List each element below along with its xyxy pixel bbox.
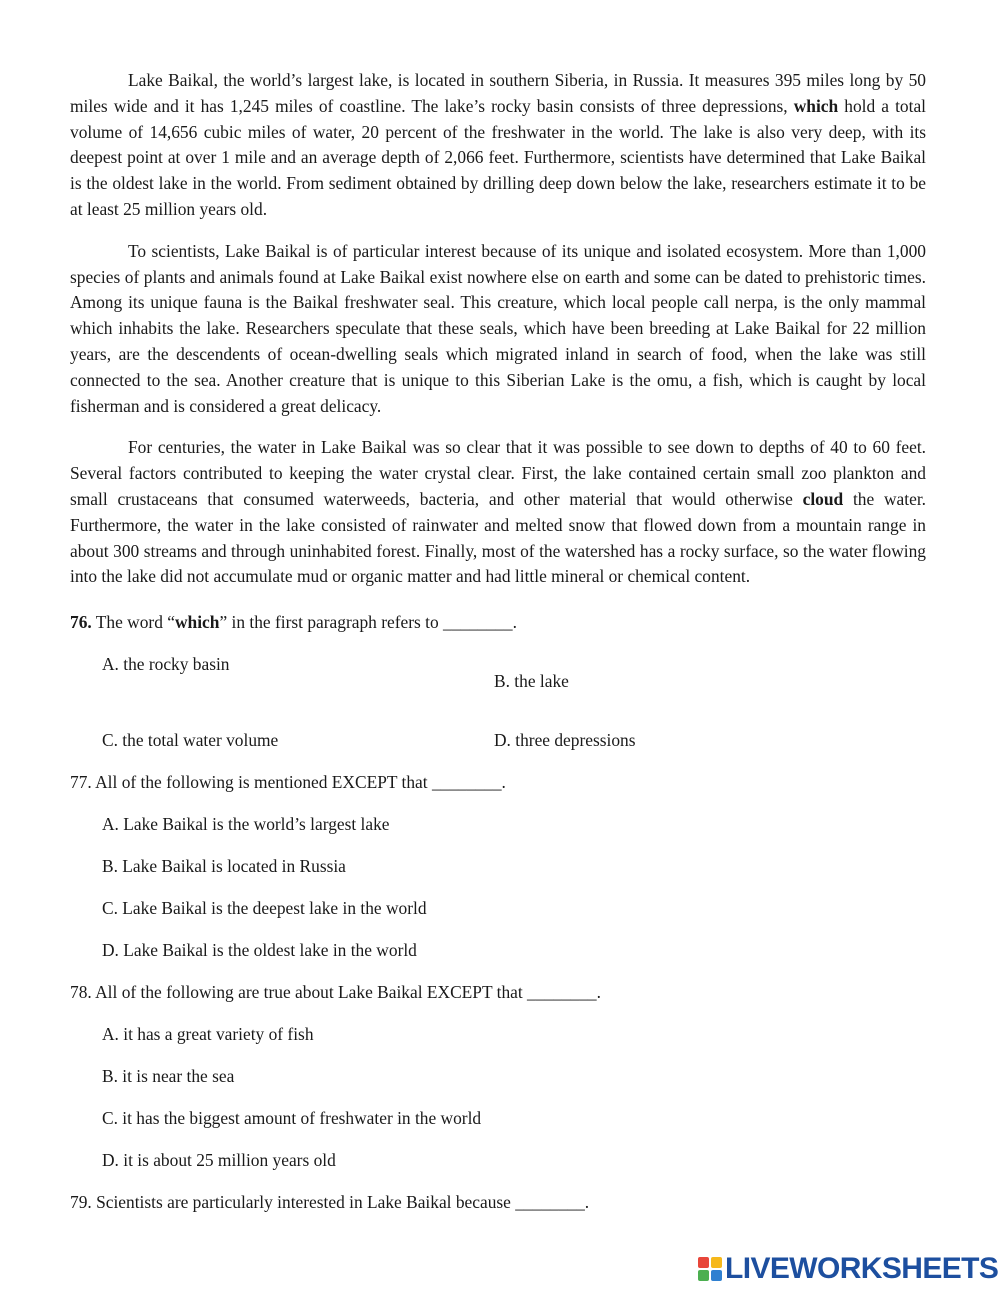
answer-options bbox=[70, 1022, 926, 1173]
liveworksheets-logo bbox=[698, 1254, 998, 1284]
option-a[interactable]: A. Lake Baikal is the world’s largest lake bbox=[102, 814, 390, 835]
option-c[interactable]: C. it has the biggest amount of freshwater in the world bbox=[102, 1108, 482, 1129]
question-stem: 79. Scientists are particularly interested in Lake Baikal because ________. bbox=[70, 1192, 590, 1213]
question-77 bbox=[70, 770, 926, 963]
question-79 bbox=[70, 1190, 926, 1215]
question-stem: 78. All of the following are true about Lake Baikal EXCEPT that ________. bbox=[70, 982, 601, 1003]
worksheet-page bbox=[70, 68, 926, 1215]
passage-paragraph-2: To scientists, Lake Baikal is of particular interest because of its unique and isolated ecosystem. More than 1,000 species of plants and animals found at Lake Baikal exist nowhere else on earth and some can be dated to prehistoric times. Among its unique fauna is the Baikal freshwater seal. This creature, which local people call nerpa, is the only mammal which inhabits the lake. Researchers speculate that these seals, which have been breeding at Lake Baikal for 22 million years, are the descendents of ocean-dwelling seals which migrated inland in search of food, when the lake was still connected to the sea. Another creature that is unique to this Siberian Lake is the omu, a fish, which is caught by local fisherman and is considered a great delicacy. bbox=[70, 240, 926, 416]
question-number: 76. bbox=[70, 612, 92, 633]
logo-block bbox=[711, 1257, 722, 1268]
option-b[interactable]: B. Lake Baikal is located in Russia bbox=[102, 856, 346, 877]
highlighted-word-which: which bbox=[793, 95, 839, 116]
option-d[interactable]: D. it is about 25 million years old bbox=[102, 1150, 336, 1171]
logo-block bbox=[698, 1257, 709, 1268]
option-c[interactable]: C. the total water volume bbox=[102, 730, 279, 751]
question-stem: 77. All of the following is mentioned EXCEPT that ________. bbox=[70, 772, 506, 793]
option-c[interactable]: C. Lake Baikal is the deepest lake in the world bbox=[102, 898, 427, 919]
option-b[interactable]: B. the lake bbox=[494, 671, 569, 692]
question-78 bbox=[70, 980, 926, 1173]
question-76 bbox=[70, 610, 926, 753]
option-d[interactable]: D. Lake Baikal is the oldest lake in the world bbox=[102, 940, 417, 961]
logo-block bbox=[698, 1270, 709, 1281]
logo-text: LIVEWORKSHEETS bbox=[725, 1252, 999, 1285]
reading-passage bbox=[70, 68, 926, 590]
passage-paragraph-3: For centuries, the water in Lake Baikal was so clear that it was possible to see down to depths of 40 to 60 feet. Several factors contributed to keeping the water crystal clear. First, the lake contained certain small zoo plankton and small crustaceans that consumed waterweeds, bacteria, and other material that would otherwise cloud the water. Furthermore, the water in the lake consisted of rainwater and melted snow that flowed down from a mountain range in about 300 streams and through uninhabited forest. Finally, most of the watershed has a rocky surface, so the water flowing into the lake did not accumulate mud or organic matter and had little mineral or chemical content. bbox=[70, 437, 927, 587]
option-d[interactable]: D. three depressions bbox=[494, 730, 636, 751]
passage-paragraph-1: Lake Baikal, the world’s largest lake, is located in southern Siberia, in Russia. It measures 395 miles long by 50 miles wide and it has 1,245 miles of coastline. The lake’s rocky basin consists of three depressions, which hold a total volume of 14,656 cubic miles of water, 20 percent of the freshwater in the world. The lake is also very deep, with its deepest point at over 1 mile and an average depth of 2,066 feet. Furthermore, scientists have determined that Lake Baikal is the oldest lake in the world. From sediment obtained by drilling deep down below the lake, researchers estimate it to be at least 25 million years old. bbox=[70, 70, 927, 219]
question-list bbox=[70, 610, 926, 1215]
logo-blocks-icon bbox=[698, 1257, 722, 1281]
answer-options bbox=[70, 812, 926, 963]
answer-options bbox=[70, 652, 926, 753]
question-stem: 76. The word “which” in the first paragraph refers to ________. bbox=[70, 612, 517, 633]
option-a[interactable]: A. it has a great variety of fish bbox=[102, 1024, 314, 1045]
option-a[interactable]: A. the rocky basin bbox=[102, 654, 230, 675]
highlighted-word-cloud: cloud bbox=[802, 488, 844, 509]
option-b[interactable]: B. it is near the sea bbox=[102, 1066, 235, 1087]
logo-block bbox=[711, 1270, 722, 1281]
